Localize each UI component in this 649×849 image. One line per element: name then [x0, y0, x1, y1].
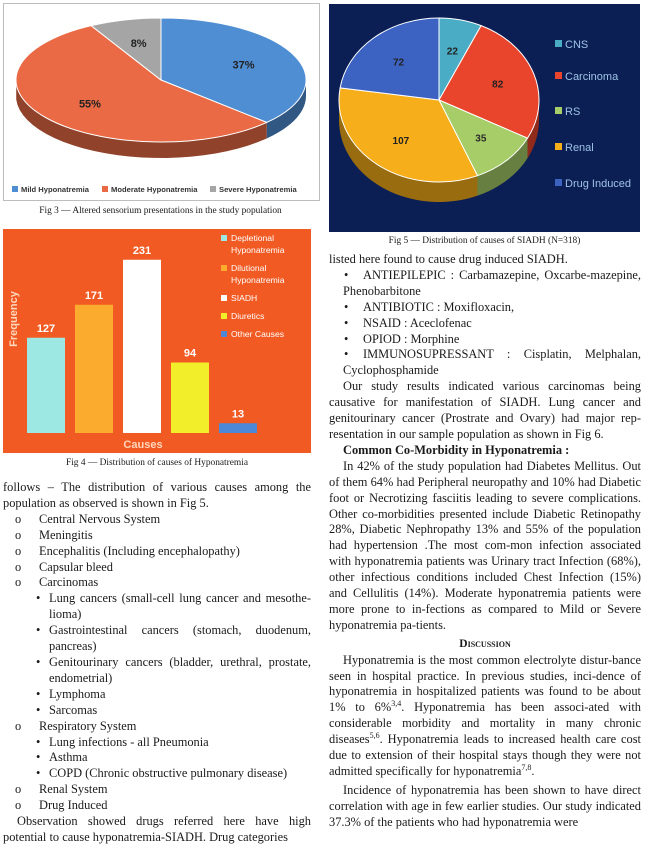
sub-list-item: • Lymphoma: [3, 687, 311, 703]
drug-list-text: ANTIEPILEPIC : Carbamazepine, Oxcarbe-mazepine, Phenobarbitone: [343, 267, 641, 298]
causes-list: [3, 512, 311, 814]
fig4-data-label: 171: [84, 289, 104, 302]
fig4-data-label: 127: [36, 322, 56, 335]
sub-list-item: • COPD (Chronic obstructive pulmonary disease): [3, 766, 311, 782]
fig4-legend-label: Other Causes: [231, 329, 285, 339]
list-item: o Encephalitis (Including encephalopathy): [3, 544, 311, 560]
citation-5-6: 5,6: [369, 731, 380, 741]
fig3-legend-swatch: [210, 186, 216, 192]
citation-7-8: 7,8: [521, 762, 532, 772]
fig3-legend-swatch: [12, 186, 18, 192]
discussion-paragraph-1: [329, 653, 641, 780]
discussion-heading: Discussion: [459, 637, 511, 650]
fig4-legend-label: Depletional: [231, 233, 274, 243]
list-item: o Renal System: [3, 782, 311, 798]
fig3-chart: [3, 3, 320, 201]
fig4-caption: Fig 4 — Distribution of causes of Hyponatremia: [65, 458, 248, 468]
fig3-caption: Fig 3 — Altered sensorium presentations in the study population: [39, 206, 282, 216]
discussion-text-b: . Hyponatremia has been associ-ated with considerable morbidity and mortality in many chronic diseases: [329, 700, 641, 747]
citation-3-4: 3,4: [391, 699, 402, 709]
bullet-glyph: •: [344, 331, 349, 346]
fig4-bar-diuretics: [171, 363, 209, 434]
sub-list-item: • Lung cancers (small-cell lung cancer and mesothe-lioma): [3, 591, 311, 623]
fig4-legend-label: SIADH: [231, 293, 258, 303]
drug-list-item: [329, 268, 641, 300]
fig5-data-label: 35: [475, 133, 487, 145]
drug-list-text: NSAID : Aceclofenac: [363, 315, 472, 330]
bullet-glyph: •: [344, 347, 349, 362]
right-column: [329, 252, 641, 831]
fig3-data-label: 37%: [232, 59, 255, 72]
discussion-text-a: Hyponatremia is the most common electrolyte distur-bance seen in hospital practice. In previous studies, inci-dence of hyponatremia in hospitalized patients was found to be about 1% to 6%: [329, 652, 641, 715]
fig3-data-label: 55%: [78, 98, 101, 111]
fig5-legend-label: Drug Induced: [565, 178, 632, 190]
fig5-slice-drug-induced: [340, 18, 439, 100]
comorbidity-paragraph: In 42% of the study population had Diabetes Mellitus. Out of them 64% had Peripheral neuropathy and 10% had Diabetic foot or Necrotizing fasciitis leading to severe complications. Other co-morbidities presented include Diabetic Retinopathy 28%, Diabetic Nephropathy 13% and 55% of the population had hypertension .The most com-mon infection associated with hyponatremia patients was Urinary tract Infection (68%), other infectious conditions included Chest Infection (15%) and Cellulitis (14%). Moderate hyponatremia patients were more prone to in-fections as compared to Mild or Severe hyponatremia pa-tients.: [329, 458, 641, 632]
list-item: o Carcinomas: [3, 575, 311, 591]
fig3-legend-label: Mild Hyponatremia: [21, 185, 89, 194]
fig3-legend-swatch: [102, 186, 108, 192]
fig4-bar-depletional-hyponatremia: [27, 338, 65, 433]
list-item: o Meningitis: [3, 528, 311, 544]
fig5-legend-label: Carcinoma: [565, 71, 619, 83]
fig5-legend-swatch: [555, 40, 562, 47]
fig4-legend-swatch: [221, 265, 227, 271]
fig5-legend-label: CNS: [565, 39, 589, 51]
comorbidity-heading: Common Co-Morbidity in Hyponatremia :: [343, 442, 570, 457]
fig5-legend-swatch: [555, 72, 562, 79]
fig4-y-axis-title: Frequency: [8, 291, 20, 347]
drug-list-item: [329, 332, 641, 348]
sub-list-item: • Sarcomas: [3, 703, 311, 719]
fig4-legend-label: Hyponatremia: [231, 275, 285, 285]
results-paragraph: Our study results indicated various carcinomas being causative for manifestation of SIADH. Lung cancer and genitourinary cancer (Prostrate and Ovary) had major rep-resentation in our sample population as shown in Fig 6.: [329, 379, 641, 441]
drug-list-text: OPIOD : Morphine: [363, 331, 460, 346]
fig4-legend-swatch: [221, 235, 227, 241]
fig4-bar-other-causes: [219, 423, 257, 433]
fig4-x-axis-title: Causes: [123, 439, 163, 451]
sub-list-item: • Lung infections - all Pneumonia: [3, 735, 311, 751]
fig4-chart: [3, 229, 311, 453]
drug-list-text: ANTIBIOTIC : Moxifloxacin,: [363, 299, 515, 314]
drug-list: [329, 268, 641, 379]
fig3-pie-svg: [4, 4, 319, 200]
fig5-data-label: 107: [392, 136, 410, 148]
bullet-glyph: •: [344, 315, 349, 330]
fig5-legend-swatch: [555, 179, 562, 186]
fig3-data-label: 8%: [130, 37, 147, 50]
sub-list-item: • Asthma: [3, 750, 311, 766]
fig4-legend-label: Diuretics: [231, 311, 265, 321]
fig5-data-label: 72: [392, 57, 405, 69]
fig4-data-label: 231: [132, 244, 152, 257]
fig4-bar-svg: [3, 229, 311, 453]
fig3-legend-label: Severe Hyponatremia: [219, 185, 297, 194]
list-item: o Respiratory System: [3, 719, 311, 735]
fig5-legend-swatch: [555, 107, 562, 114]
fig4-bar-dilutional-hyponatremia: [75, 305, 113, 433]
fig4-data-label: 13: [231, 408, 245, 421]
list-item: o Drug Induced: [3, 798, 311, 814]
fig5-legend-label: Renal: [565, 142, 594, 154]
bullet-glyph: •: [344, 267, 349, 282]
list-item: o Capsular bleed: [3, 560, 311, 576]
fig5-data-label: 82: [492, 79, 504, 91]
fig5-pie-svg: [329, 4, 640, 232]
fig4-legend-swatch: [221, 331, 227, 337]
discussion-text-d: .: [531, 764, 535, 778]
fig4-legend-swatch: [221, 313, 227, 319]
fig5-data-label: 22: [446, 46, 458, 58]
sub-list-item: • Genitourinary cancers (bladder, urethral, prostate, endometrial): [3, 655, 311, 687]
bullet-glyph: •: [344, 299, 349, 314]
fig4-bar-siadh: [123, 260, 161, 433]
fig4-legend-label: Dilutional: [231, 263, 267, 273]
fig5-chart: [329, 4, 640, 232]
left-column: [3, 480, 311, 846]
drug-list-item: [329, 300, 641, 316]
drug-list-item: [329, 347, 641, 379]
fig4-data-label: 94: [183, 347, 197, 360]
discussion-paragraph-2: Incidence of hyponatremia has been shown to have direct correlation with age in few earlier studies. Our study indicated 37.3% of the patients who had hyponatremia were: [329, 782, 641, 829]
fig5-legend-swatch: [555, 143, 562, 150]
list-item: o Central Nervous System: [3, 512, 311, 528]
fig4-legend-label: Hyponatremia: [231, 245, 285, 255]
fig3-legend-label: Moderate Hyponatremia: [111, 185, 198, 194]
fig5-caption: Fig 5 — Distribution of causes of SIADH (N=318): [388, 236, 581, 246]
drug-list-item: [329, 316, 641, 332]
fig5-legend-label: RS: [565, 106, 581, 118]
drug-list-text: IMMUNOSUPRESSANT : Cisplatin, Melphalan, Cyclophosphamide: [343, 347, 641, 378]
drugs-paragraph: Observation showed drugs referred here have high potential to cause hyponatremia-SIADH. Drug categories: [3, 814, 311, 844]
drug-lead-paragraph: listed here found to cause drug induced SIADH.: [329, 252, 568, 266]
sub-list-item: • Gastrointestinal cancers (stomach, duodenum, pancreas): [3, 623, 311, 655]
discussion-text-c: . Hyponatremia leads to increased health care cost due to extension of their hospital stays though they were not admitted specifically for hyponatremia: [329, 732, 641, 778]
intro-paragraph: follows – The distribution of various causes among the population as observed is shown in Fig 5.: [3, 480, 311, 510]
fig4-legend-swatch: [221, 295, 227, 301]
